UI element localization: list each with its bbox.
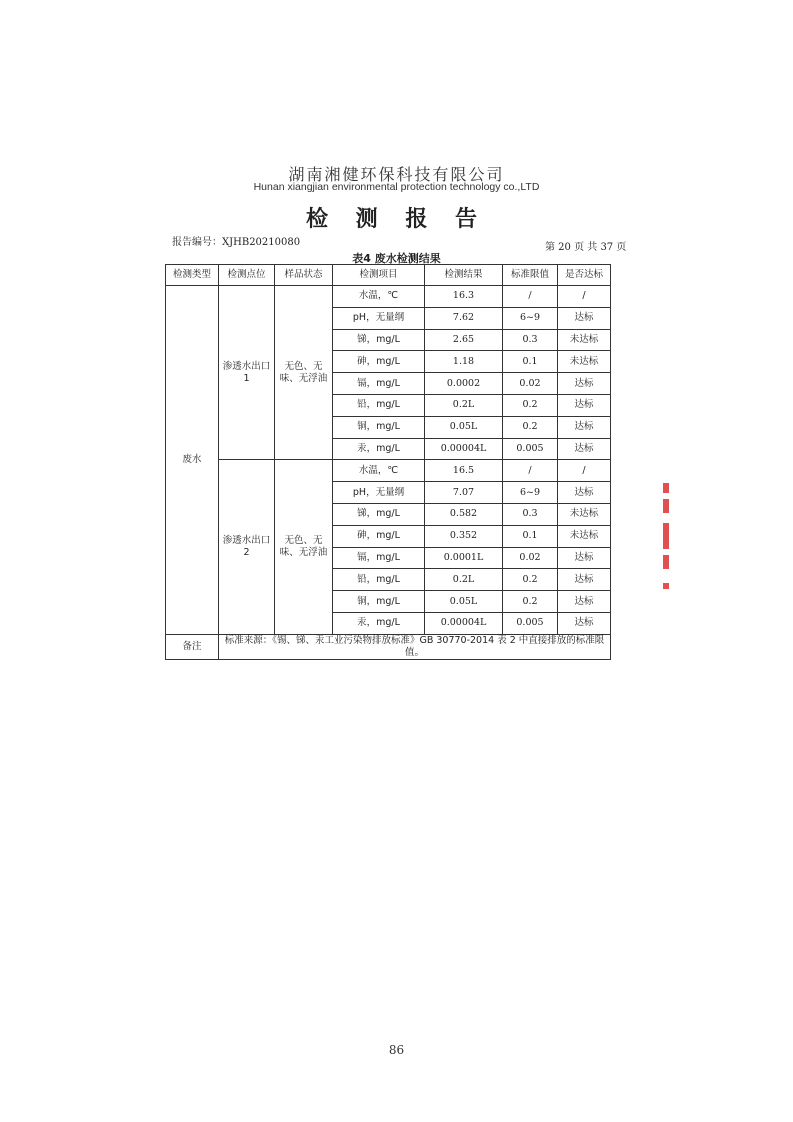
column-header: 标准限值	[503, 265, 558, 286]
test-item: 铅，mg/L	[333, 394, 425, 416]
test-result: 0.00004L	[425, 438, 503, 460]
test-item: 锑，mg/L	[333, 503, 425, 525]
test-result: 16.5	[425, 460, 503, 482]
sampling-point: 渗透水出口1	[219, 286, 275, 460]
page-info: 第 20 页 共 37 页	[545, 242, 627, 253]
test-result: 0.0002	[425, 373, 503, 395]
standard-limit: 0.3	[503, 329, 558, 351]
standard-limit: 0.1	[503, 351, 558, 373]
compliance-status: 未达标	[558, 329, 611, 351]
report-number: 报告编号：XJHB20210080	[172, 237, 301, 248]
test-result: 7.62	[425, 307, 503, 329]
compliance-status: 达标	[558, 591, 611, 613]
column-header: 检测项目	[333, 265, 425, 286]
table-header-row	[166, 265, 611, 286]
test-result: 16.3	[425, 286, 503, 308]
compliance-status: 未达标	[558, 525, 611, 547]
test-result: 0.582	[425, 503, 503, 525]
results-table	[165, 264, 611, 660]
standard-limit: 0.3	[503, 503, 558, 525]
note-label: 备注	[166, 634, 219, 659]
compliance-status: 达标	[558, 307, 611, 329]
test-item: 砷，mg/L	[333, 525, 425, 547]
test-result: 0.0001L	[425, 547, 503, 569]
compliance-status: 达标	[558, 569, 611, 591]
test-item: pH，无量纲	[333, 307, 425, 329]
compliance-status: 达标	[558, 482, 611, 504]
standard-limit: 0.02	[503, 373, 558, 395]
test-result: 0.05L	[425, 591, 503, 613]
test-item: 汞，mg/L	[333, 438, 425, 460]
compliance-status: /	[558, 460, 611, 482]
table-row	[166, 286, 611, 308]
standard-limit: 0.005	[503, 612, 558, 634]
standard-limit: 0.005	[503, 438, 558, 460]
standard-limit: 6~9	[503, 482, 558, 504]
test-result: 0.00004L	[425, 612, 503, 634]
test-result: 1.18	[425, 351, 503, 373]
note-row	[166, 634, 611, 659]
compliance-status: 达标	[558, 547, 611, 569]
test-item: pH，无量纲	[333, 482, 425, 504]
test-result: 7.07	[425, 482, 503, 504]
sampling-point: 渗透水出口2	[219, 460, 275, 634]
company-name-cn: 湖南湘健环保科技有限公司	[288, 165, 505, 184]
test-item: 镉，mg/L	[333, 547, 425, 569]
note-text: 标准来源：《锡、锑、汞工业污染物排放标准》GB 30770-2014 表 2 中直接排放的标准限值。	[219, 634, 611, 659]
standard-limit: 0.2	[503, 569, 558, 591]
test-item: 铜，mg/L	[333, 591, 425, 613]
standard-limit: 0.1	[503, 525, 558, 547]
compliance-status: 达标	[558, 416, 611, 438]
test-result: 2.65	[425, 329, 503, 351]
test-item: 铜，mg/L	[333, 416, 425, 438]
column-header: 检测点位	[219, 265, 275, 286]
test-item: 镉，mg/L	[333, 373, 425, 395]
standard-limit: 0.2	[503, 394, 558, 416]
compliance-status: 未达标	[558, 503, 611, 525]
sample-category: 废水	[166, 286, 219, 635]
test-item: 水温，℃	[333, 286, 425, 308]
report-title: 检 测 报 告	[306, 207, 487, 232]
table-body	[166, 286, 611, 635]
compliance-status: 未达标	[558, 351, 611, 373]
table-row	[166, 460, 611, 482]
column-header: 检测结果	[425, 265, 503, 286]
standard-limit: 6~9	[503, 307, 558, 329]
compliance-status: 达标	[558, 394, 611, 416]
test-item: 砷，mg/L	[333, 351, 425, 373]
sample-state: 无色、无味、无浮油	[275, 286, 333, 460]
test-item: 锑，mg/L	[333, 329, 425, 351]
compliance-status: 达标	[558, 612, 611, 634]
column-header: 是否达标	[558, 265, 611, 286]
compliance-status: 达标	[558, 373, 611, 395]
test-result: 0.2L	[425, 569, 503, 591]
column-header: 样品状态	[275, 265, 333, 286]
test-item: 铅，mg/L	[333, 569, 425, 591]
company-name-en: Hunan xiangjian environmental protection technology co.,LTD	[253, 181, 540, 193]
compliance-status: /	[558, 286, 611, 308]
standard-limit: 0.2	[503, 591, 558, 613]
sample-state: 无色、无味、无浮油	[275, 460, 333, 634]
test-item: 汞，mg/L	[333, 612, 425, 634]
standard-limit: 0.2	[503, 416, 558, 438]
standard-limit: /	[503, 460, 558, 482]
test-result: 0.2L	[425, 394, 503, 416]
table-title: 表4 废水检测结果	[352, 252, 441, 265]
page-number: 86	[388, 1043, 405, 1057]
test-result: 0.05L	[425, 416, 503, 438]
standard-limit: 0.02	[503, 547, 558, 569]
column-header: 检测类型	[166, 265, 219, 286]
standard-limit: /	[503, 286, 558, 308]
compliance-status: 达标	[558, 438, 611, 460]
scan-edge-marks	[663, 483, 671, 593]
test-item: 水温，℃	[333, 460, 425, 482]
test-result: 0.352	[425, 525, 503, 547]
